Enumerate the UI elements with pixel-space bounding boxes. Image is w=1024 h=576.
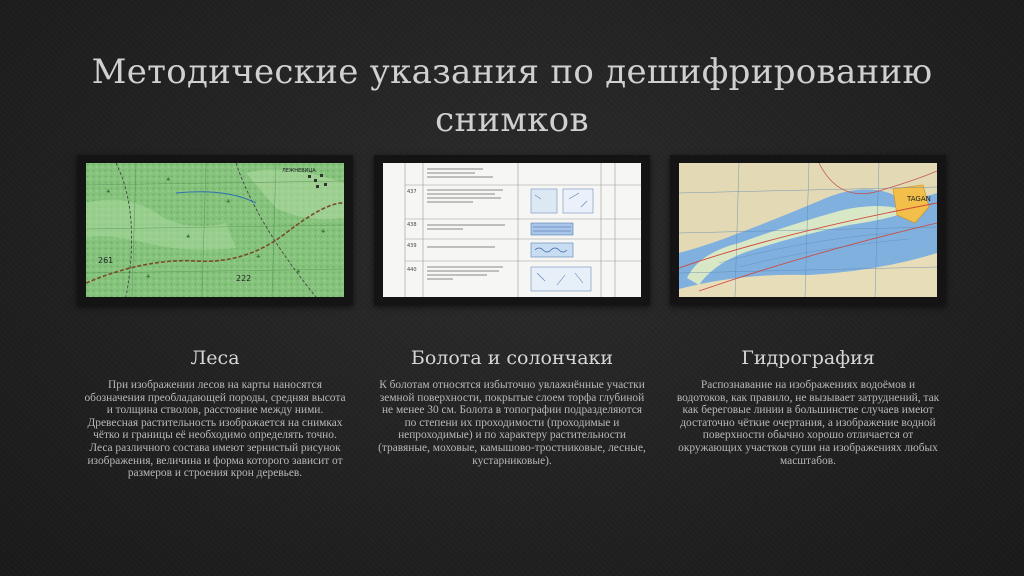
card-heading-swamps: Болота и солончаки [410,347,614,369]
svg-text:♣: ♣ [146,274,151,280]
forest-map-image [77,155,353,305]
slide-title: Методические указания по дешифрированию снимков [91,52,933,140]
forest-map-graphic [86,163,344,297]
forest-label-village: ЛЕЖНЕВИЦА [282,168,316,174]
hydrography-map-graphic [679,163,937,297]
svg-text:♣: ♣ [186,234,191,240]
forest-label-261: 261 [98,256,114,265]
card-body-hydrography: Распознавание на изображениях водоёмов и водотоков, как правило, не вызывает затруднений, так как береговые линии в большинстве случаев имеют достаточно чёткие очертания, а изображение водной поверхности обычно хорошо отличается от окружающих участков суши на изображениях любых масштабов. [676,379,940,467]
svg-text:♣: ♣ [226,199,231,205]
card-body-forests: При изображении лесов на карты наносятся обозначения преобладающей породы, средняя высота и толщина стволов, расстояние между ними. Древесная растительность изображается на снимках чётко и границы её необходимо определять точно. Леса различного состава имеют зернистый рисунок изображения, величина и форма которого зависит от размеров и строения крон деревьев. [84,379,346,480]
card-heading-hydrography: Гидрография [741,347,875,369]
svg-text:♣: ♣ [296,269,301,275]
svg-text:♣: ♣ [321,229,326,235]
swamp-legend-graphic [383,163,641,297]
row-number-437: 437 [407,189,417,195]
row-number-438: 438 [407,222,417,228]
row-number-440: 440 [407,267,417,273]
swamp-legend-image [374,155,650,305]
forest-label-222: 222 [236,274,252,283]
svg-text:♣: ♣ [166,177,171,183]
svg-text:♣: ♣ [256,254,261,260]
card-body-swamps: К болотам относятся избыточно увлажнённые участки земной поверхности, покрытые слоем торфа глубиной не менее 30 см. Болота в топографии подразделяются по степени их проходимости (проходимые и непроходимые) и по характеру растительности (травяные, моховые, камышово-тростниковые, лесные, кустарниковые). [378,379,646,467]
hydrography-map-image [670,155,946,305]
hydro-label-tagan: TAGAN [907,195,931,203]
svg-text:♣: ♣ [106,189,111,195]
card-heading-forests: Леса [190,347,240,369]
row-number-439: 439 [407,243,417,249]
